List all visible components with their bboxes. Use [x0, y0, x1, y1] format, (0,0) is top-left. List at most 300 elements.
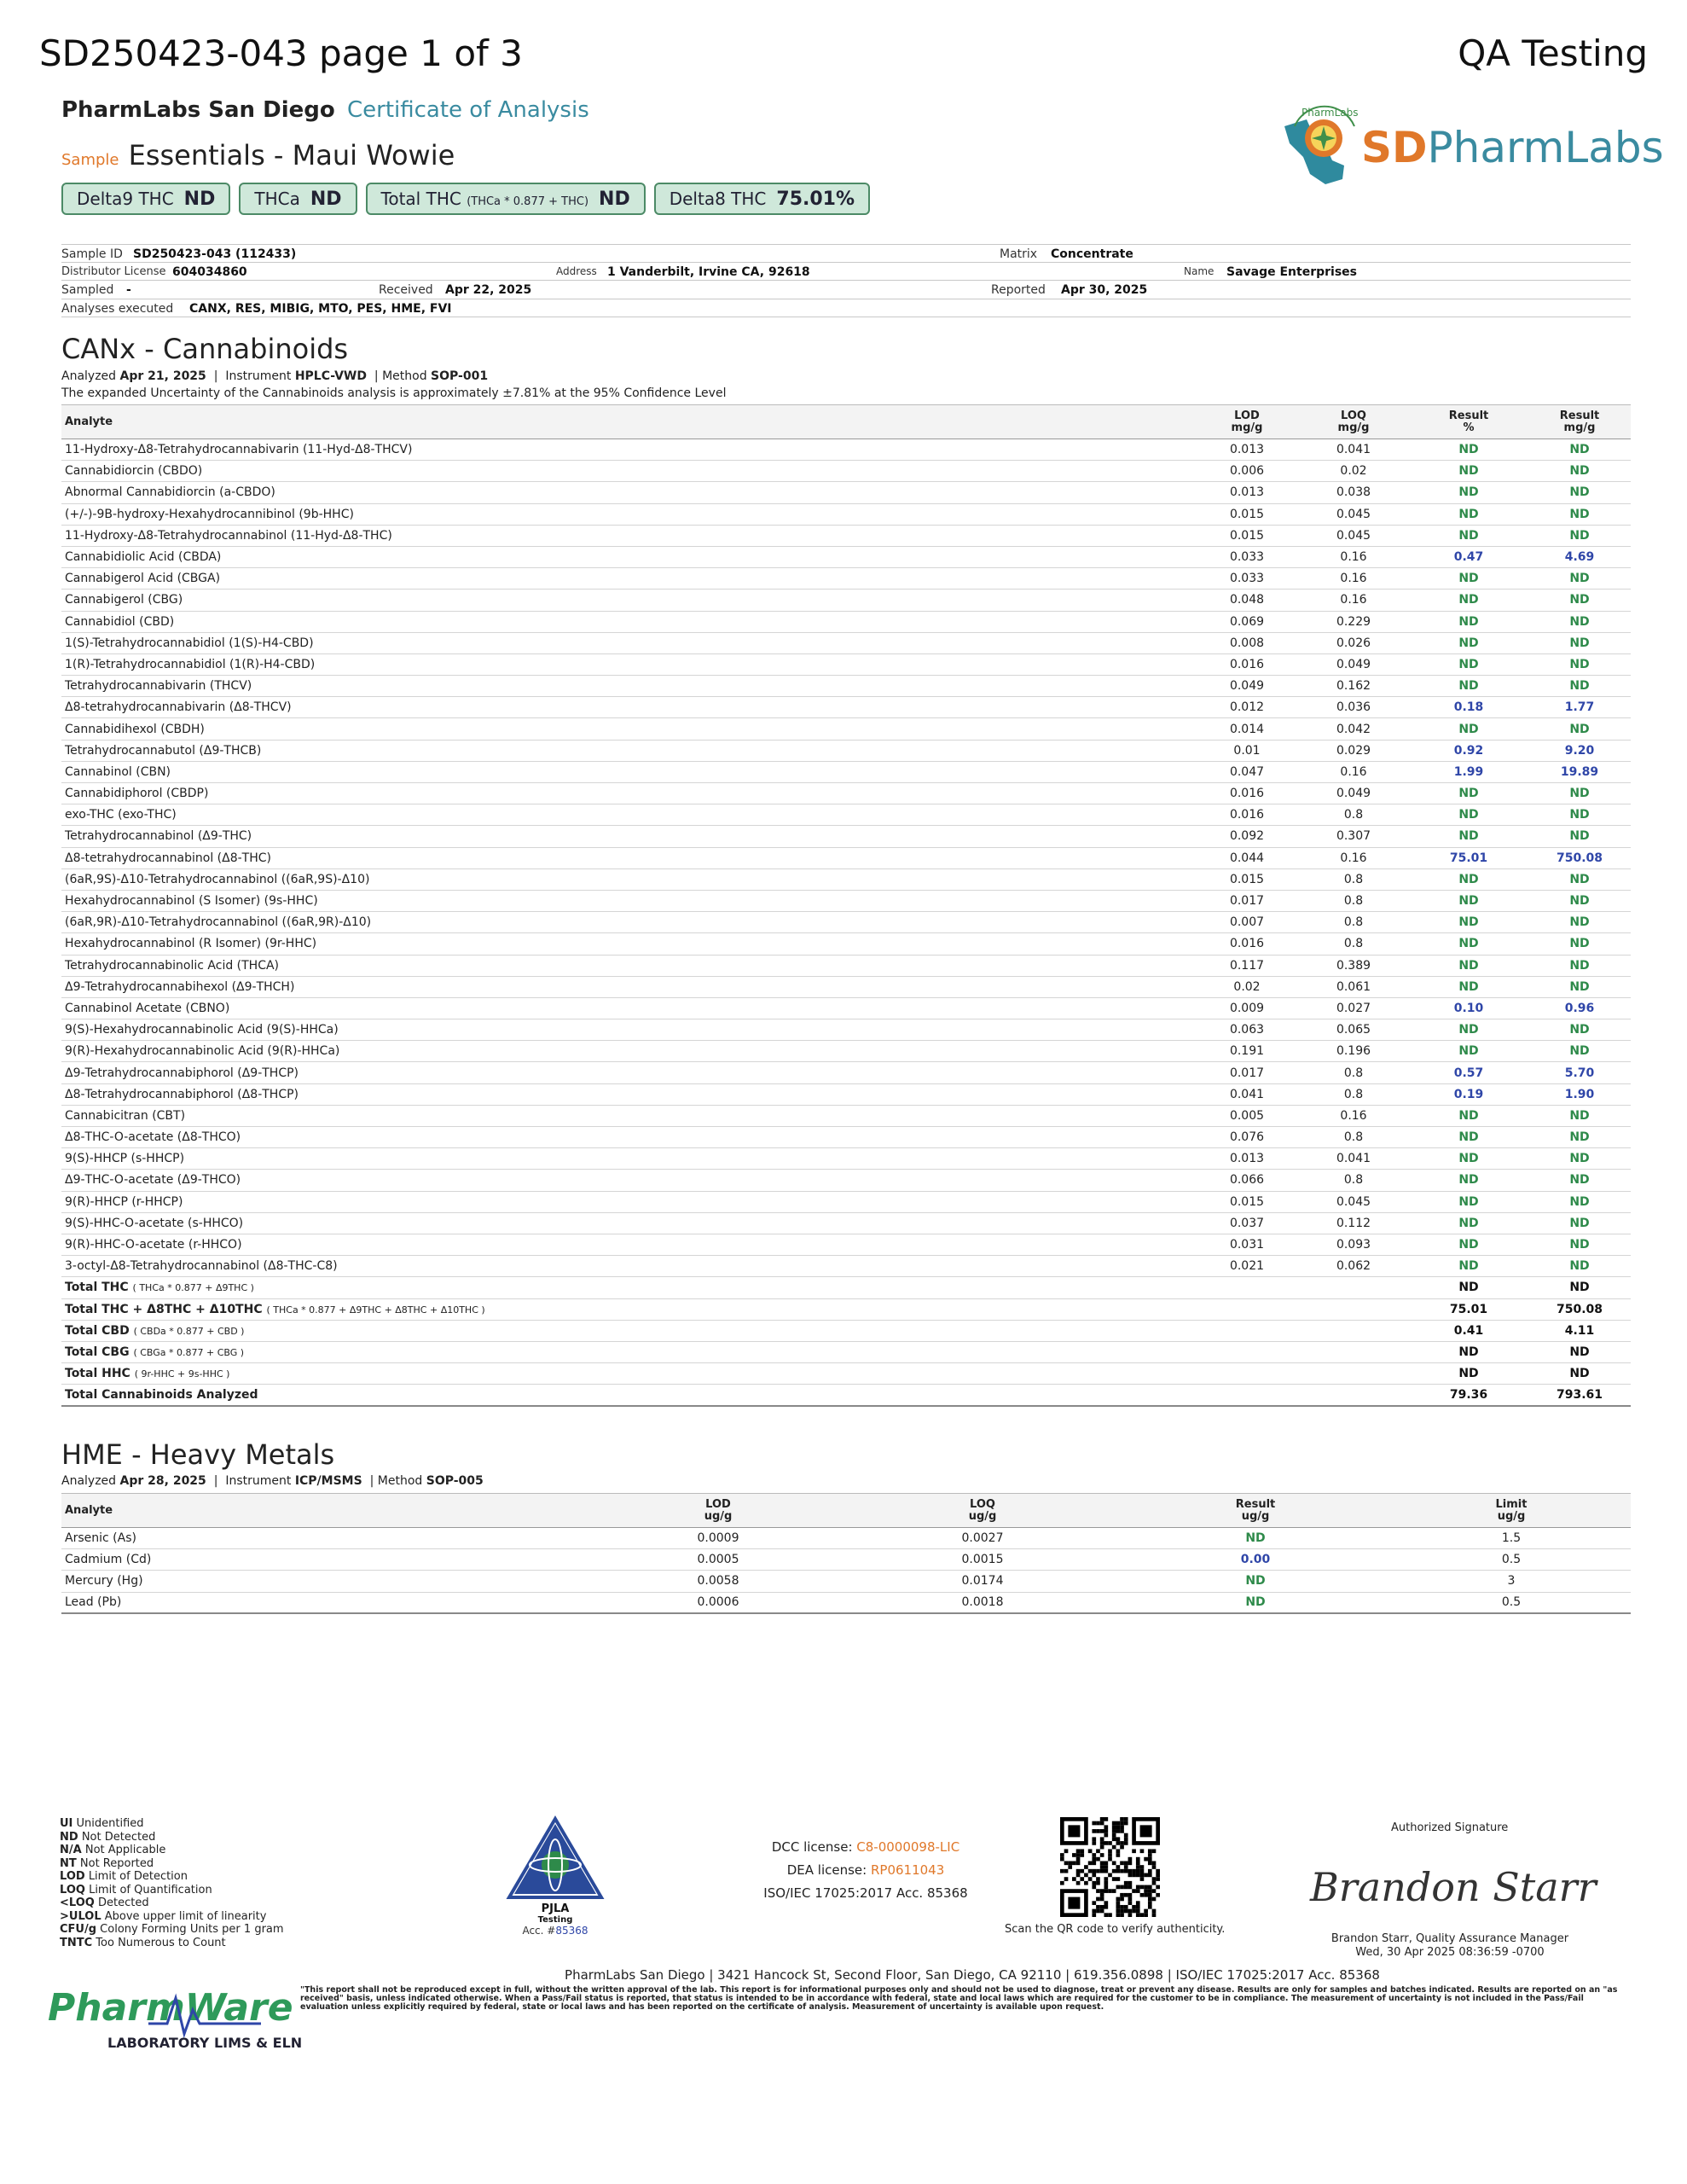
total-row	[61, 1320, 1631, 1341]
result-percent: ND	[1409, 676, 1528, 697]
loq-value: 0.16	[1298, 568, 1409, 590]
summary-badges	[61, 183, 870, 215]
footer-address: PharmLabs San Diego | 3421 Hancock St, Second Floor, San Diego, CA 92110 | 619.356.0898 | ISO/IEC 17025:2017 Acc. 85368	[565, 1967, 1380, 1983]
result-mg: ND	[1528, 1256, 1631, 1277]
result-percent: ND	[1409, 611, 1528, 632]
cannabinoid-row	[61, 568, 1631, 590]
total-pct: ND	[1409, 1363, 1528, 1385]
total-formula: ( THCa * 0.877 + Δ9THC + Δ8THC + Δ10THC )	[266, 1304, 485, 1316]
result-percent: ND	[1409, 1256, 1528, 1277]
loq-value: 0.045	[1298, 1191, 1409, 1212]
cannabinoid-row	[61, 718, 1631, 740]
lod-value: 0.02	[1196, 976, 1298, 997]
lod-value: 0.013	[1196, 439, 1298, 461]
cannabinoid-row	[61, 804, 1631, 826]
total-pct: 79.36	[1409, 1385, 1528, 1406]
california-leaf-icon	[1272, 101, 1366, 195]
cannabinoids-header-row	[61, 405, 1631, 439]
cannabinoid-row	[61, 1019, 1631, 1041]
analyte-name: Δ8-THC-O-acetate (Δ8-THCO)	[61, 1127, 1196, 1148]
result-mg: 9.20	[1528, 740, 1631, 761]
dcc-license: DCC license: C8-0000098-LIC	[771, 1839, 960, 1855]
result-percent: 75.01	[1409, 847, 1528, 868]
qa-testing-label: QA Testing	[1458, 32, 1648, 74]
loq-value: 0.027	[1298, 997, 1409, 1019]
verification-qr-code[interactable]	[1060, 1817, 1160, 1917]
result-mg: ND	[1528, 590, 1631, 611]
lod-value: 0.005	[1196, 1105, 1298, 1126]
analyte-name: 3-octyl-Δ8-Tetrahydrocannabinol (Δ8-THC-C8)	[61, 1256, 1196, 1277]
handwritten-signature	[1307, 1858, 1597, 1918]
lab-header	[61, 97, 589, 123]
result-percent: ND	[1409, 1170, 1528, 1191]
lod-value: 0.066	[1196, 1170, 1298, 1191]
total-pct: 75.01	[1409, 1298, 1528, 1320]
result-percent: ND	[1409, 482, 1528, 503]
svg-text:PharmLabs: PharmLabs	[1301, 107, 1359, 119]
analyte-name: (+/-)-9B-hydroxy-Hexahydrocannibinol (9b-HHC)	[61, 503, 1196, 525]
result-percent: ND	[1409, 1212, 1528, 1234]
cannabinoid-row	[61, 1083, 1631, 1105]
lod-value: 0.0005	[590, 1549, 846, 1571]
total-mg: ND	[1528, 1363, 1631, 1385]
loq-value: 0.093	[1298, 1234, 1409, 1255]
result-percent: ND	[1409, 439, 1528, 461]
cannabinoid-row	[61, 761, 1631, 782]
heavy-metals-table	[61, 1493, 1631, 1614]
metal-name: Mercury (Hg)	[61, 1571, 590, 1592]
badge-delta9-thc: Delta9 THC ND	[61, 183, 230, 215]
loq-value: 0.112	[1298, 1212, 1409, 1234]
analyte-name: Cannabicitran (CBT)	[61, 1105, 1196, 1126]
metal-row	[61, 1549, 1631, 1571]
result-mg: ND	[1528, 783, 1631, 804]
analyte-name: Δ9-Tetrahydrocannabiphorol (Δ9-THCP)	[61, 1062, 1196, 1083]
lod-value: 0.069	[1196, 611, 1298, 632]
total-label: Total CBG	[65, 1345, 130, 1359]
result-percent: ND	[1409, 568, 1528, 590]
sdpharmlabs-logo	[1272, 101, 1664, 195]
result-mg: 4.69	[1528, 546, 1631, 567]
iso-accreditation: ISO/IEC 17025:2017 Acc. 85368	[763, 1885, 968, 1901]
cannabinoids-table	[61, 404, 1631, 1407]
col-result-mg: Result mg/g	[1528, 405, 1631, 439]
cannabinoid-row	[61, 933, 1631, 955]
result-value: ND	[1119, 1592, 1392, 1613]
total-mg: ND	[1528, 1277, 1631, 1298]
total-row	[61, 1277, 1631, 1298]
result-percent: ND	[1409, 804, 1528, 826]
total-row	[61, 1341, 1631, 1362]
analyte-name: 11-Hydroxy-Δ8-Tetrahydrocannabivarin (11-Hyd-Δ8-THCV)	[61, 439, 1196, 461]
result-mg: 19.89	[1528, 761, 1631, 782]
lod-value: 0.015	[1196, 1191, 1298, 1212]
legend-item: LOD Limit of Detection	[60, 1870, 188, 1883]
result-percent: ND	[1409, 890, 1528, 911]
lod-value: 0.0009	[590, 1528, 846, 1549]
sample-tag: Sample	[61, 151, 119, 169]
result-mg: ND	[1528, 976, 1631, 997]
lod-value: 0.015	[1196, 525, 1298, 546]
result-mg: ND	[1528, 955, 1631, 976]
loq-value: 0.16	[1298, 1105, 1409, 1126]
result-percent: ND	[1409, 1234, 1528, 1255]
analyte-name: Hexahydrocannabinol (S Isomer) (9s-HHC)	[61, 890, 1196, 911]
info-row-sample-id: Sample ID SD250423-043 (112433) Matrix Concentrate	[61, 244, 1631, 263]
total-label: Total THC + Δ8THC + Δ10THC	[65, 1302, 263, 1316]
info-row-analyses: Analyses executed CANX, RES, MIBIG, MTO, PES, HME, FVI	[61, 299, 1631, 318]
loq-value: 0.0027	[846, 1528, 1119, 1549]
dea-license: DEA license: RP0611043	[786, 1862, 945, 1878]
analyte-name: Cannabidiorcin (CBDO)	[61, 461, 1196, 482]
badge-delta8-thc: Delta8 THC 75.01%	[654, 183, 870, 215]
cannabinoid-row	[61, 868, 1631, 890]
total-pct: ND	[1409, 1277, 1528, 1298]
badge-total-thc: Total THC (THCa * 0.877 + THC) ND	[366, 183, 646, 215]
loq-value: 0.026	[1298, 632, 1409, 653]
result-percent: ND	[1409, 718, 1528, 740]
total-formula: ( THCa * 0.877 + Δ9THC )	[132, 1282, 254, 1294]
loq-value: 0.036	[1298, 697, 1409, 718]
analyte-name: Cannabidiphorol (CBDP)	[61, 783, 1196, 804]
lod-value: 0.047	[1196, 761, 1298, 782]
cannabinoid-row	[61, 546, 1631, 567]
document-id: SD250423-043 page 1 of 3	[39, 32, 523, 74]
loq-value: 0.8	[1298, 1127, 1409, 1148]
cannabinoid-row	[61, 632, 1631, 653]
heavy-metals-title: HME - Heavy Metals	[61, 1438, 335, 1471]
loq-value: 0.041	[1298, 1148, 1409, 1170]
lod-value: 0.015	[1196, 868, 1298, 890]
cannabinoid-row	[61, 1041, 1631, 1062]
total-formula: ( CBGa * 0.877 + CBG )	[133, 1346, 245, 1358]
legend-item: UI Unidentified	[60, 1817, 144, 1830]
analyte-name: Δ8-tetrahydrocannabivarin (Δ8-THCV)	[61, 697, 1196, 718]
analyte-name: 9(S)-Hexahydrocannabinolic Acid (9(S)-HHCa)	[61, 1019, 1196, 1041]
loq-value: 0.8	[1298, 868, 1409, 890]
loq-value: 0.16	[1298, 590, 1409, 611]
total-formula: ( 9r-HHC + 9s-HHC )	[134, 1368, 230, 1380]
analyte-name: 9(R)-HHCP (r-HHCP)	[61, 1191, 1196, 1212]
metal-row	[61, 1571, 1631, 1592]
lod-value: 0.117	[1196, 955, 1298, 976]
cannabinoid-row	[61, 676, 1631, 697]
cannabinoid-row	[61, 461, 1631, 482]
cannabinoid-row	[61, 482, 1631, 503]
loq-value: 0.8	[1298, 804, 1409, 826]
analyte-name: (6aR,9S)-Δ10-Tetrahydrocannabinol ((6aR,9S)-Δ10)	[61, 868, 1196, 890]
metal-name: Arsenic (As)	[61, 1528, 590, 1549]
loq-value: 0.8	[1298, 912, 1409, 933]
loq-value: 0.8	[1298, 933, 1409, 955]
result-percent: ND	[1409, 933, 1528, 955]
cannabinoid-row	[61, 1062, 1631, 1083]
loq-value: 0.0174	[846, 1571, 1119, 1592]
heavy-metals-meta: Analyzed Apr 28, 2025 | Instrument ICP/MSMS | Method SOP-005	[61, 1474, 484, 1488]
result-mg: ND	[1528, 1148, 1631, 1170]
total-mg: 4.11	[1528, 1320, 1631, 1341]
cannabinoid-row	[61, 653, 1631, 675]
legend-item: CFU/g Colony Forming Units per 1 gram	[60, 1923, 284, 1936]
result-mg: ND	[1528, 653, 1631, 675]
loq-value: 0.062	[1298, 1256, 1409, 1277]
result-mg: ND	[1528, 568, 1631, 590]
legend-item: >ULOL Above upper limit of linearity	[60, 1909, 267, 1923]
analyte-name: Hexahydrocannabinol (R Isomer) (9r-HHC)	[61, 933, 1196, 955]
cannabinoid-row	[61, 826, 1631, 847]
loq-value: 0.0015	[846, 1549, 1119, 1571]
cannabinoid-row	[61, 1212, 1631, 1234]
cannabinoid-row	[61, 1234, 1631, 1255]
result-percent: ND	[1409, 976, 1528, 997]
sample-line	[61, 139, 455, 171]
qr-caption: Scan the QR code to verify authenticity.	[1005, 1923, 1226, 1936]
result-value: ND	[1119, 1528, 1392, 1549]
metal-name: Cadmium (Cd)	[61, 1549, 590, 1571]
uncertainty-note: The expanded Uncertainty of the Cannabinoids analysis is approximately ±7.81% at the 95% Confidence Level	[61, 386, 727, 400]
analyte-name: 9(S)-HHC-O-acetate (s-HHCO)	[61, 1212, 1196, 1234]
result-percent: ND	[1409, 826, 1528, 847]
cannabinoid-row	[61, 955, 1631, 976]
result-percent: ND	[1409, 912, 1528, 933]
license-info	[759, 1836, 972, 1905]
result-percent: 0.92	[1409, 740, 1528, 761]
analyte-name: Δ8-Tetrahydrocannabiphorol (Δ8-THCP)	[61, 1083, 1196, 1105]
loq-value: 0.196	[1298, 1041, 1409, 1062]
cannabinoid-row	[61, 783, 1631, 804]
cannabinoid-row	[61, 697, 1631, 718]
result-percent: ND	[1409, 1019, 1528, 1041]
cannabinoid-row	[61, 1191, 1631, 1212]
cannabinoid-row	[61, 890, 1631, 911]
result-value: ND	[1119, 1571, 1392, 1592]
cannabinoid-row	[61, 740, 1631, 761]
metal-name: Lead (Pb)	[61, 1592, 590, 1613]
result-mg: 1.77	[1528, 697, 1631, 718]
total-label: Total THC	[65, 1281, 129, 1295]
result-percent: 0.57	[1409, 1062, 1528, 1083]
svg-text:PharmWare: PharmWare	[48, 1986, 293, 2030]
total-mg: 750.08	[1528, 1298, 1631, 1320]
analyte-name: Cannabidiol (CBD)	[61, 611, 1196, 632]
limit-value: 0.5	[1392, 1592, 1631, 1613]
lod-value: 0.044	[1196, 847, 1298, 868]
result-mg: ND	[1528, 718, 1631, 740]
total-row	[61, 1363, 1631, 1385]
lod-value: 0.033	[1196, 546, 1298, 567]
limit-value: 1.5	[1392, 1528, 1631, 1549]
analyte-name: Δ9-Tetrahydrocannabihexol (Δ9-THCH)	[61, 976, 1196, 997]
lod-value: 0.016	[1196, 783, 1298, 804]
total-pct: 0.41	[1409, 1320, 1528, 1341]
cannabinoid-row	[61, 997, 1631, 1019]
cannabinoid-row	[61, 1105, 1631, 1126]
total-row	[61, 1385, 1631, 1406]
total-row	[61, 1298, 1631, 1320]
footer-disclaimer: "This report shall not be reproduced except in full, without the written approval of the lab. This report is for informational purposes only and should not be used to diagnose, treat or prevent any disease. Results are only for samples and batches indicated. Results are reported on an "as received" basis, unless indicated otherwise. When a Pass/Fail status is reported, that status is intended to be in accordance with federal, state and local laws which are required for the customer to be in compliance. The measurement of uncertainty is not included in the Pass/Fail evaluation unless explicitly required by federal, state or local laws and has been reported on the certificate of analysis. Measurement of uncertainty is available upon request.	[300, 1985, 1618, 2012]
analyte-name: 9(S)-HHCP (s-HHCP)	[61, 1148, 1196, 1170]
result-percent: ND	[1409, 632, 1528, 653]
metals-header-row: Analyte LOD ug/g LOQ ug/g Result ug/g Limit ug/g	[61, 1494, 1631, 1528]
result-mg: ND	[1528, 868, 1631, 890]
lod-value: 0.021	[1196, 1256, 1298, 1277]
analyte-name: Tetrahydrocannabutol (Δ9-THCB)	[61, 740, 1196, 761]
analyte-name: Tetrahydrocannabinol (Δ9-THC)	[61, 826, 1196, 847]
pjla-triangle-icon	[506, 1815, 605, 1901]
total-formula: ( CBDa * 0.877 + CBD )	[133, 1325, 245, 1337]
lod-value: 0.017	[1196, 890, 1298, 911]
cannabinoid-row	[61, 1127, 1631, 1148]
lod-value: 0.016	[1196, 933, 1298, 955]
signatory: Brandon Starr, Quality Assurance Manager Wed, 30 Apr 2025 08:36:59 -0700	[1330, 1932, 1569, 1959]
limit-value: 3	[1392, 1571, 1631, 1592]
loq-value: 0.049	[1298, 783, 1409, 804]
lod-value: 0.0058	[590, 1571, 846, 1592]
loq-value: 0.049	[1298, 653, 1409, 675]
col-loq: LOQ mg/g	[1298, 405, 1409, 439]
result-mg: ND	[1528, 804, 1631, 826]
result-mg: ND	[1528, 503, 1631, 525]
abbreviation-legend	[60, 1817, 284, 1949]
cannabinoid-row	[61, 1148, 1631, 1170]
total-mg: ND	[1528, 1341, 1631, 1362]
loq-value: 0.045	[1298, 503, 1409, 525]
result-mg: ND	[1528, 632, 1631, 653]
result-percent: ND	[1409, 590, 1528, 611]
analyte-name: Cannabidiolic Acid (CBDA)	[61, 546, 1196, 567]
result-mg: 750.08	[1528, 847, 1631, 868]
lab-name: PharmLabs San Diego	[61, 97, 335, 123]
document-type: Certificate of Analysis	[346, 97, 589, 123]
loq-value: 0.16	[1298, 761, 1409, 782]
result-mg: ND	[1528, 676, 1631, 697]
result-mg: ND	[1528, 482, 1631, 503]
analyte-name: exo-THC (exo-THC)	[61, 804, 1196, 826]
result-percent: ND	[1409, 1105, 1528, 1126]
lod-value: 0.008	[1196, 632, 1298, 653]
result-mg: ND	[1528, 912, 1631, 933]
result-mg: ND	[1528, 1191, 1631, 1212]
loq-value: 0.041	[1298, 439, 1409, 461]
lod-value: 0.076	[1196, 1127, 1298, 1148]
result-percent: 1.99	[1409, 761, 1528, 782]
sample-info	[61, 244, 1631, 317]
loq-value: 0.045	[1298, 525, 1409, 546]
result-mg: ND	[1528, 890, 1631, 911]
legend-item: LOQ Limit of Quantification	[60, 1883, 212, 1896]
lod-value: 0.012	[1196, 697, 1298, 718]
legend-item: NT Not Reported	[60, 1856, 154, 1870]
legend-item: ND Not Detected	[60, 1830, 156, 1844]
cannabinoid-row	[61, 611, 1631, 632]
loq-value: 0.8	[1298, 1062, 1409, 1083]
lod-value: 0.041	[1196, 1083, 1298, 1105]
analyte-name: 1(R)-Tetrahydrocannabidiol (1(R)-H4-CBD)	[61, 653, 1196, 675]
analyte-name: Tetrahydrocannabinolic Acid (THCA)	[61, 955, 1196, 976]
loq-value: 0.307	[1298, 826, 1409, 847]
analyte-name: 11-Hydroxy-Δ8-Tetrahydrocannabinol (11-Hyd-Δ8-THC)	[61, 525, 1196, 546]
result-percent: 0.47	[1409, 546, 1528, 567]
cannabinoid-row	[61, 976, 1631, 997]
loq-value: 0.16	[1298, 546, 1409, 567]
loq-value: 0.061	[1298, 976, 1409, 997]
lod-value: 0.014	[1196, 718, 1298, 740]
result-percent: ND	[1409, 1191, 1528, 1212]
cannabinoid-row	[61, 590, 1631, 611]
lod-value: 0.016	[1196, 804, 1298, 826]
col-lod: LOD mg/g	[1196, 405, 1298, 439]
result-value: 0.00	[1119, 1549, 1392, 1571]
cannabinoid-row	[61, 912, 1631, 933]
lod-value: 0.033	[1196, 568, 1298, 590]
lod-value: 0.013	[1196, 1148, 1298, 1170]
cannabinoids-title: CANx - Cannabinoids	[61, 333, 349, 365]
analyte-name: Δ9-THC-O-acetate (Δ9-THCO)	[61, 1170, 1196, 1191]
sample-name: Essentials - Maui Wowie	[128, 139, 455, 171]
result-mg: ND	[1528, 1212, 1631, 1234]
loq-value: 0.16	[1298, 847, 1409, 868]
lod-value: 0.007	[1196, 912, 1298, 933]
lod-value: 0.009	[1196, 997, 1298, 1019]
analyte-name: Tetrahydrocannabivarin (THCV)	[61, 676, 1196, 697]
analyte-name: Cannabidihexol (CBDH)	[61, 718, 1196, 740]
info-row-distributor: Distributor License 604034860 Address 1 Vanderbilt, Irvine CA, 92618 Name Savage Enterprises	[61, 263, 1631, 282]
analyte-name: Cannabigerol (CBG)	[61, 590, 1196, 611]
result-mg: ND	[1528, 1234, 1631, 1255]
lod-value: 0.049	[1196, 676, 1298, 697]
total-label: Total CBD	[65, 1323, 130, 1338]
legend-item: TNTC Too Numerous to Count	[60, 1936, 226, 1949]
result-mg: ND	[1528, 611, 1631, 632]
lod-value: 0.0006	[590, 1592, 846, 1613]
result-mg: ND	[1528, 1105, 1631, 1126]
logo-wordmark: SDPharmLabs	[1361, 123, 1664, 172]
total-label: Total Cannabinoids Analyzed	[65, 1388, 258, 1403]
lod-value: 0.013	[1196, 482, 1298, 503]
result-mg: 1.90	[1528, 1083, 1631, 1105]
pharmware-logo	[48, 1979, 303, 2056]
result-mg: ND	[1528, 1170, 1631, 1191]
lod-value: 0.037	[1196, 1212, 1298, 1234]
lod-value: 0.016	[1196, 653, 1298, 675]
col-analyte: Analyte	[61, 405, 1196, 439]
loq-value: 0.8	[1298, 890, 1409, 911]
result-percent: ND	[1409, 868, 1528, 890]
legend-item: N/A Not Applicable	[60, 1844, 166, 1856]
analyte-name: Cannabigerol Acid (CBGA)	[61, 568, 1196, 590]
cannabinoid-row	[61, 525, 1631, 546]
analyte-name: Cannabinol Acetate (CBNO)	[61, 997, 1196, 1019]
result-mg: ND	[1528, 1041, 1631, 1062]
svg-text:LABORATORY LIMS & ELN: LABORATORY LIMS & ELN	[107, 2035, 303, 2051]
lod-value: 0.191	[1196, 1041, 1298, 1062]
loq-value: 0.229	[1298, 611, 1409, 632]
result-mg: ND	[1528, 933, 1631, 955]
loq-value: 0.0018	[846, 1592, 1119, 1613]
loq-value: 0.065	[1298, 1019, 1409, 1041]
analyte-name: Δ8-tetrahydrocannabinol (Δ8-THC)	[61, 847, 1196, 868]
signature-label: Authorized Signature	[1391, 1821, 1509, 1834]
pjla-seal: PJLA Testing Acc. #85368	[500, 1815, 611, 1937]
cannabinoid-row	[61, 1170, 1631, 1191]
lod-value: 0.01	[1196, 740, 1298, 761]
lod-value: 0.092	[1196, 826, 1298, 847]
cannabinoid-row	[61, 847, 1631, 868]
cannabinoids-meta: Analyzed Apr 21, 2025 | Instrument HPLC-VWD | Method SOP-001	[61, 369, 489, 383]
badge-thca: THCa ND	[239, 183, 357, 215]
loq-value: 0.8	[1298, 1083, 1409, 1105]
cannabinoid-row	[61, 439, 1631, 461]
